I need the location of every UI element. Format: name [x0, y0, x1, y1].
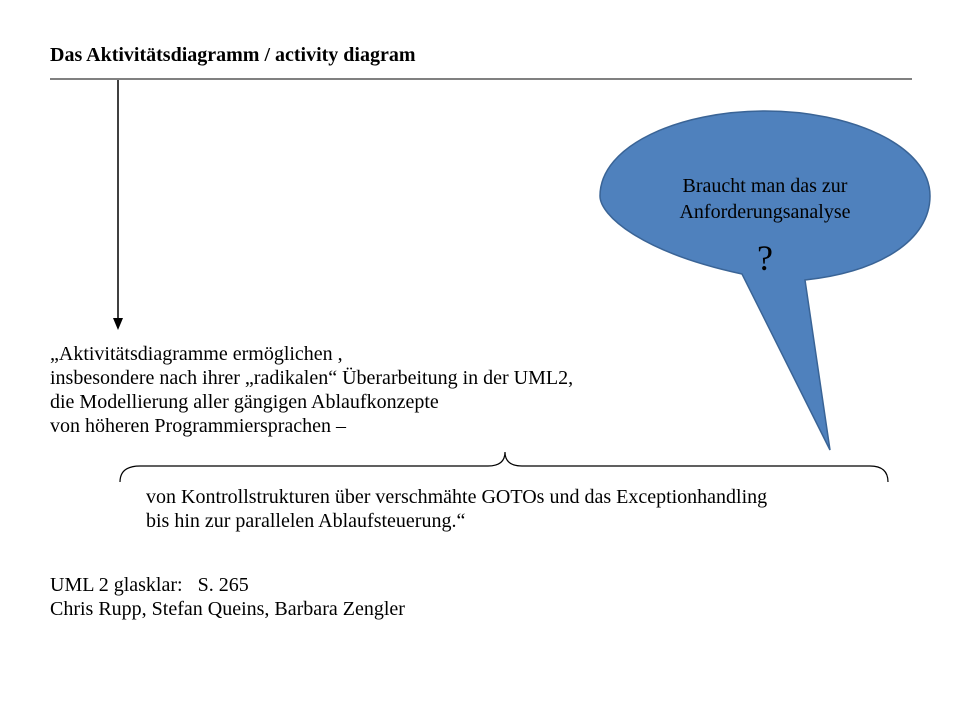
quote-line: von höheren Programmiersprachen – — [50, 415, 347, 437]
reference-source: UML 2 glasklar: S. 265 — [50, 574, 249, 596]
callout-bubble — [600, 111, 930, 450]
quote-line: „Aktivitätsdiagramme ermöglichen , — [50, 343, 343, 365]
quote-line: bis hin zur parallelen Ablaufsteuerung.“ — [146, 510, 466, 532]
quote-line: von Kontrollstrukturen über verschmähte GOTOs und das Exceptionhandling — [146, 486, 768, 508]
quote-continuation — [146, 485, 767, 533]
reference-block — [50, 573, 405, 621]
callout-text — [600, 173, 930, 225]
quote-line: die Modellierung aller gängigen Ablaufkonzepte — [50, 391, 439, 413]
curly-brace — [120, 452, 888, 482]
page-title: Das Aktivitätsdiagramm / activity diagram — [50, 44, 416, 66]
callout-line: Anforderungsanalyse — [679, 201, 851, 223]
callout-line: Braucht man das zur — [682, 175, 848, 197]
callout-question-mark: ? — [757, 238, 773, 278]
quote-block — [50, 342, 573, 438]
arrow-head — [113, 318, 123, 330]
quote-line: insbesondere nach ihrer „radikalen“ Überarbeitung in der UML2, — [50, 367, 574, 389]
reference-authors: Chris Rupp, Stefan Queins, Barbara Zengler — [50, 598, 405, 620]
